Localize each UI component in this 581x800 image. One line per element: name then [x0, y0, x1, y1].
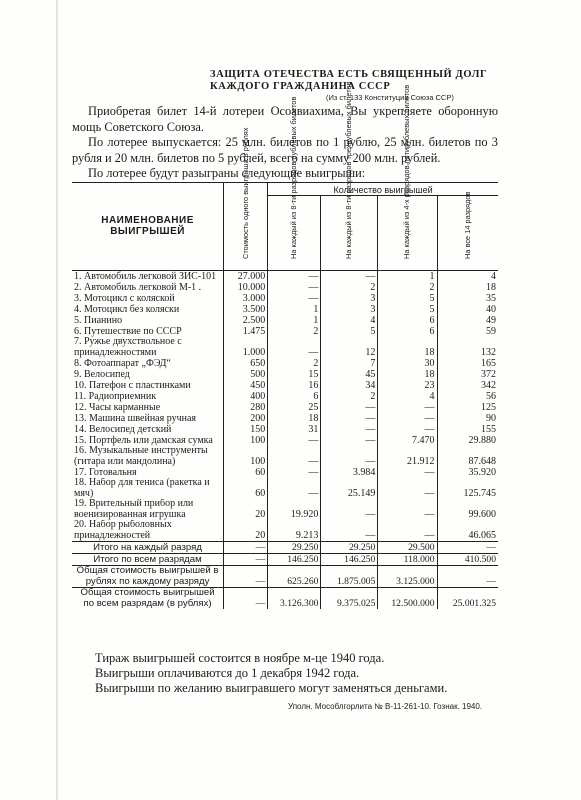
total-cell-r3: 146.250	[321, 554, 378, 566]
total-cell-r3: 9.375.025	[321, 588, 378, 610]
total-cell-r3: 1.875.005	[321, 566, 378, 588]
total-cell-r1: 3.126.300	[268, 588, 321, 610]
cell-cost: 100	[224, 446, 268, 467]
cell-name: 7. Ружье двухствольное с принадлежностями	[74, 337, 182, 358]
cell-r1: 25	[268, 402, 321, 413]
table-row	[72, 413, 498, 424]
cell-name: 10. Патефон с пластинками	[74, 380, 191, 391]
column-header-rub3: На каждый из 8-ти разрядов трехрублевых билетов	[321, 196, 378, 271]
cell-name: 15. Портфель или дамская сумка	[74, 435, 213, 446]
cell-all: 372	[437, 369, 498, 380]
cell-name: 17. Готовальня	[74, 467, 137, 478]
printer-imprint: Уполн. Мособлгорлита № В-11-261-10. Гознак. 1940.	[288, 702, 483, 711]
cell-r5: 18	[378, 337, 437, 358]
cell-r1: 19.920	[268, 499, 321, 520]
cell-cost: 1.475	[224, 326, 268, 337]
cell-cost: 400	[224, 391, 268, 402]
cell-all: 46.065	[437, 520, 498, 542]
table-row	[72, 304, 498, 315]
table-row	[72, 358, 498, 369]
cell-r3: —	[321, 402, 378, 413]
cell-r1: 15	[268, 369, 321, 380]
motto-source: (Из ст. 133 Конституции Союза ССР)	[326, 93, 454, 102]
cell-all: 342	[437, 380, 498, 391]
total-cell-all: 25.001.325	[437, 588, 498, 610]
cell-name: 13. Машина швейная ручная	[74, 413, 197, 424]
cell-all: 90	[437, 413, 498, 424]
column-header-rub1: На каждый из 8-ти разрядов рублевых билетов	[268, 196, 321, 271]
cell-cost: 650	[224, 358, 268, 369]
cell-name: 18. Набор для тениса (ракетка и мяч)	[74, 478, 210, 499]
cell-r5: —	[378, 499, 437, 520]
cell-all: 4	[437, 271, 498, 283]
cell-name: 11. Радиоприемник	[74, 391, 157, 402]
cell-all: 18	[437, 282, 498, 293]
column-group-header: Количество выигрышей	[268, 183, 498, 196]
cell-r3: 25.149	[321, 478, 378, 499]
cell-r3: 45	[321, 369, 378, 380]
cell-r3: 3.984	[321, 467, 378, 478]
cell-cost: 27.000	[224, 271, 268, 283]
intro-paragraph-2: По лотерее выпускается: 25 млн. билетов по 1 рублю, 25 млн. билетов по 3 рубля и 20 млн. билетов по 5 рублей, всего на сумму 200 млн. рублей.	[72, 135, 498, 165]
cell-cost: 10.000	[224, 282, 268, 293]
cell-r1: —	[268, 282, 321, 293]
total-cell-cost: —	[224, 542, 268, 554]
cell-all: 29.880	[437, 435, 498, 446]
total-cell-r1: 29.250	[268, 542, 321, 554]
cell-cost: 200	[224, 413, 268, 424]
footer-line-2: Выигрыши оплачиваются до 1 декабря 1942 года.	[95, 666, 360, 680]
cell-cost: 20	[224, 499, 268, 520]
cell-r5: 7.470	[378, 435, 437, 446]
cell-r5: 2	[378, 282, 437, 293]
total-cell-label: Итого на каждый разряд	[72, 542, 224, 554]
cell-all: 165	[437, 358, 498, 369]
total-cell-all: —	[437, 566, 498, 588]
cell-r5: 1	[378, 271, 437, 283]
cell-r5: 5	[378, 304, 437, 315]
cell-r1: 16	[268, 380, 321, 391]
cell-r1: 2	[268, 326, 321, 337]
table-row	[72, 282, 498, 293]
total-cell-r5: 12.500.000	[378, 588, 437, 610]
column-header-all: На все 14 разрядов	[437, 196, 498, 271]
total-cell-r1: 625.260	[268, 566, 321, 588]
cell-r3: —	[321, 413, 378, 424]
cell-cost: 2.500	[224, 315, 268, 326]
total-row	[72, 566, 498, 588]
cell-r5: —	[378, 478, 437, 499]
cell-r5: 6	[378, 326, 437, 337]
cell-r1: —	[268, 337, 321, 358]
cell-r1: 6	[268, 391, 321, 402]
total-cell-label: Общая стоимость выигрышей по всем разрядам (в рублях)	[72, 588, 224, 610]
intro-paragraph-3: По лотерее будут разыграны следующие выигрыши:	[88, 166, 366, 180]
table-row	[72, 326, 498, 337]
table-row	[72, 446, 498, 467]
total-cell-all: —	[437, 542, 498, 554]
table-row	[72, 315, 498, 326]
cell-cost: 450	[224, 380, 268, 391]
cell-r3: 2	[321, 391, 378, 402]
cell-name: 1. Автомобиль легковой ЗИС-101	[74, 270, 217, 282]
cell-r1: —	[268, 467, 321, 478]
table-row	[72, 337, 498, 358]
cell-r3: —	[321, 271, 378, 283]
cell-r3: —	[321, 435, 378, 446]
cell-r3: 34	[321, 380, 378, 391]
cell-all: 87.648	[437, 446, 498, 467]
total-cell-r3: 29.250	[321, 542, 378, 554]
total-cell-r1: 146.250	[268, 554, 321, 566]
cell-r3: —	[321, 446, 378, 467]
total-cell-cost: —	[224, 554, 268, 566]
cell-all: 56	[437, 391, 498, 402]
cell-r1: —	[268, 435, 321, 446]
total-cell-all: 410.500	[437, 554, 498, 566]
table-row	[72, 293, 498, 304]
cell-name: 8. Фотоаппарат „ФЭД“	[74, 358, 171, 369]
cell-r5: 18	[378, 369, 437, 380]
cell-name: 3. Мотоцикл с коляской	[74, 293, 175, 304]
cell-cost: 1.000	[224, 337, 268, 358]
total-cell-cost: —	[224, 566, 268, 588]
cell-r1: —	[268, 446, 321, 467]
total-cell-r5: 29.500	[378, 542, 437, 554]
cell-r1: 2	[268, 358, 321, 369]
total-row	[72, 542, 498, 554]
footer-text	[95, 651, 515, 696]
cell-r3: —	[321, 499, 378, 520]
column-header-name: НАИМЕНОВАНИЕ ВЫИГРЫШЕЙ	[72, 183, 224, 271]
cell-r5: —	[378, 520, 437, 542]
cell-all: 49	[437, 315, 498, 326]
motto-line-2: КАЖДОГО ГРАЖДАНИНА СССР	[210, 81, 391, 92]
cell-r5: 23	[378, 380, 437, 391]
cell-r3: —	[321, 424, 378, 435]
cell-name: 6. Путешествие по СССР	[74, 326, 182, 337]
cell-name: 20. Набор рыболовных принадлежностей	[74, 520, 172, 541]
cell-all: 35	[437, 293, 498, 304]
column-header-cost: Стоимость одного выигрыша в рублях	[224, 183, 268, 271]
cell-name: 16. Музыкальные инструменты (гитара или мандолина)	[74, 446, 208, 467]
cell-r3: 4	[321, 315, 378, 326]
total-cell-label: Общая стоимость выигрышей в рублях по каждому разряду	[72, 566, 224, 588]
total-cell-label: Итого по всем разрядам	[72, 554, 224, 566]
column-header-rub5: На каждый из 4-х разрядов пятирублевых билетов	[378, 196, 437, 271]
table-row	[72, 271, 498, 283]
cell-r1: 31	[268, 424, 321, 435]
total-row	[72, 588, 498, 610]
cell-all: 59	[437, 326, 498, 337]
cell-all: 40	[437, 304, 498, 315]
cell-name: 4. Мотоцикл без коляски	[74, 304, 180, 315]
cell-all: 35.920	[437, 467, 498, 478]
cell-r1: 18	[268, 413, 321, 424]
total-cell-cost: —	[224, 588, 268, 610]
cell-r3: 7	[321, 358, 378, 369]
table-row	[72, 520, 498, 542]
table-row	[72, 402, 498, 413]
cell-r3: 12	[321, 337, 378, 358]
cell-cost: 150	[224, 424, 268, 435]
cell-name: 12. Часы карманные	[74, 402, 161, 413]
cell-r5: —	[378, 467, 437, 478]
cell-r1: —	[268, 271, 321, 283]
cell-r1: 9.213	[268, 520, 321, 542]
total-cell-r5: 118.000	[378, 554, 437, 566]
cell-r1: —	[268, 293, 321, 304]
motto-line-1: ЗАЩИТА ОТЕЧЕСТВА ЕСТЬ СВЯЩЕННЫЙ ДОЛГ	[210, 69, 488, 80]
cell-name: 14. Велосипед детский	[74, 424, 172, 435]
cell-name: 9. Велосипед	[74, 369, 130, 380]
cell-r5: 21.912	[378, 446, 437, 467]
cell-cost: 500	[224, 369, 268, 380]
cell-r3: —	[321, 520, 378, 542]
cell-r5: 5	[378, 293, 437, 304]
cell-all: 132	[437, 337, 498, 358]
intro-paragraph-1: Приобретая билет 14-й лотереи Осоавиахима, Вы укрепляете оборонную мощь Советского Союза.	[72, 104, 498, 134]
cell-r5: 6	[378, 315, 437, 326]
cell-r5: 4	[378, 391, 437, 402]
cell-all: 125.745	[437, 478, 498, 499]
cell-cost: 3.500	[224, 304, 268, 315]
cell-cost: 100	[224, 435, 268, 446]
cell-cost: 20	[224, 520, 268, 542]
cell-r1: —	[268, 478, 321, 499]
motto	[210, 69, 510, 93]
cell-cost: 60	[224, 467, 268, 478]
cell-r3: 5	[321, 326, 378, 337]
table-row	[72, 435, 498, 446]
total-row	[72, 554, 498, 566]
cell-r5: —	[378, 413, 437, 424]
table-row	[72, 369, 498, 380]
cell-all: 125	[437, 402, 498, 413]
cell-r1: 1	[268, 304, 321, 315]
intro-text	[72, 104, 498, 182]
table-row	[72, 380, 498, 391]
cell-r5: —	[378, 424, 437, 435]
page-edge-shadow	[56, 0, 58, 800]
table-row	[72, 499, 498, 520]
cell-all: 155	[437, 424, 498, 435]
footer-line-3: Выигрыши по желанию выигравшего могут заменяться деньгами.	[95, 681, 448, 695]
cell-cost: 280	[224, 402, 268, 413]
cell-r1: 1	[268, 315, 321, 326]
cell-name: 2. Автомобиль легковой М-1 .	[74, 282, 202, 293]
cell-cost: 3.000	[224, 293, 268, 304]
table-row	[72, 467, 498, 478]
table-row	[72, 391, 498, 402]
table-row	[72, 478, 498, 499]
cell-name: 19. Врительный прибор или военизированная игрушка	[74, 499, 194, 520]
footer-line-1: Тираж выигрышей состоится в ноябре м-це 1940 года.	[95, 651, 385, 665]
total-cell-r5: 3.125.000	[378, 566, 437, 588]
cell-name: 5. Пианино	[74, 315, 123, 326]
cell-r3: 3	[321, 304, 378, 315]
cell-cost: 60	[224, 478, 268, 499]
cell-all: 99.600	[437, 499, 498, 520]
cell-r3: 2	[321, 282, 378, 293]
cell-r5: —	[378, 402, 437, 413]
cell-r5: 30	[378, 358, 437, 369]
table-row	[72, 424, 498, 435]
cell-r3: 3	[321, 293, 378, 304]
